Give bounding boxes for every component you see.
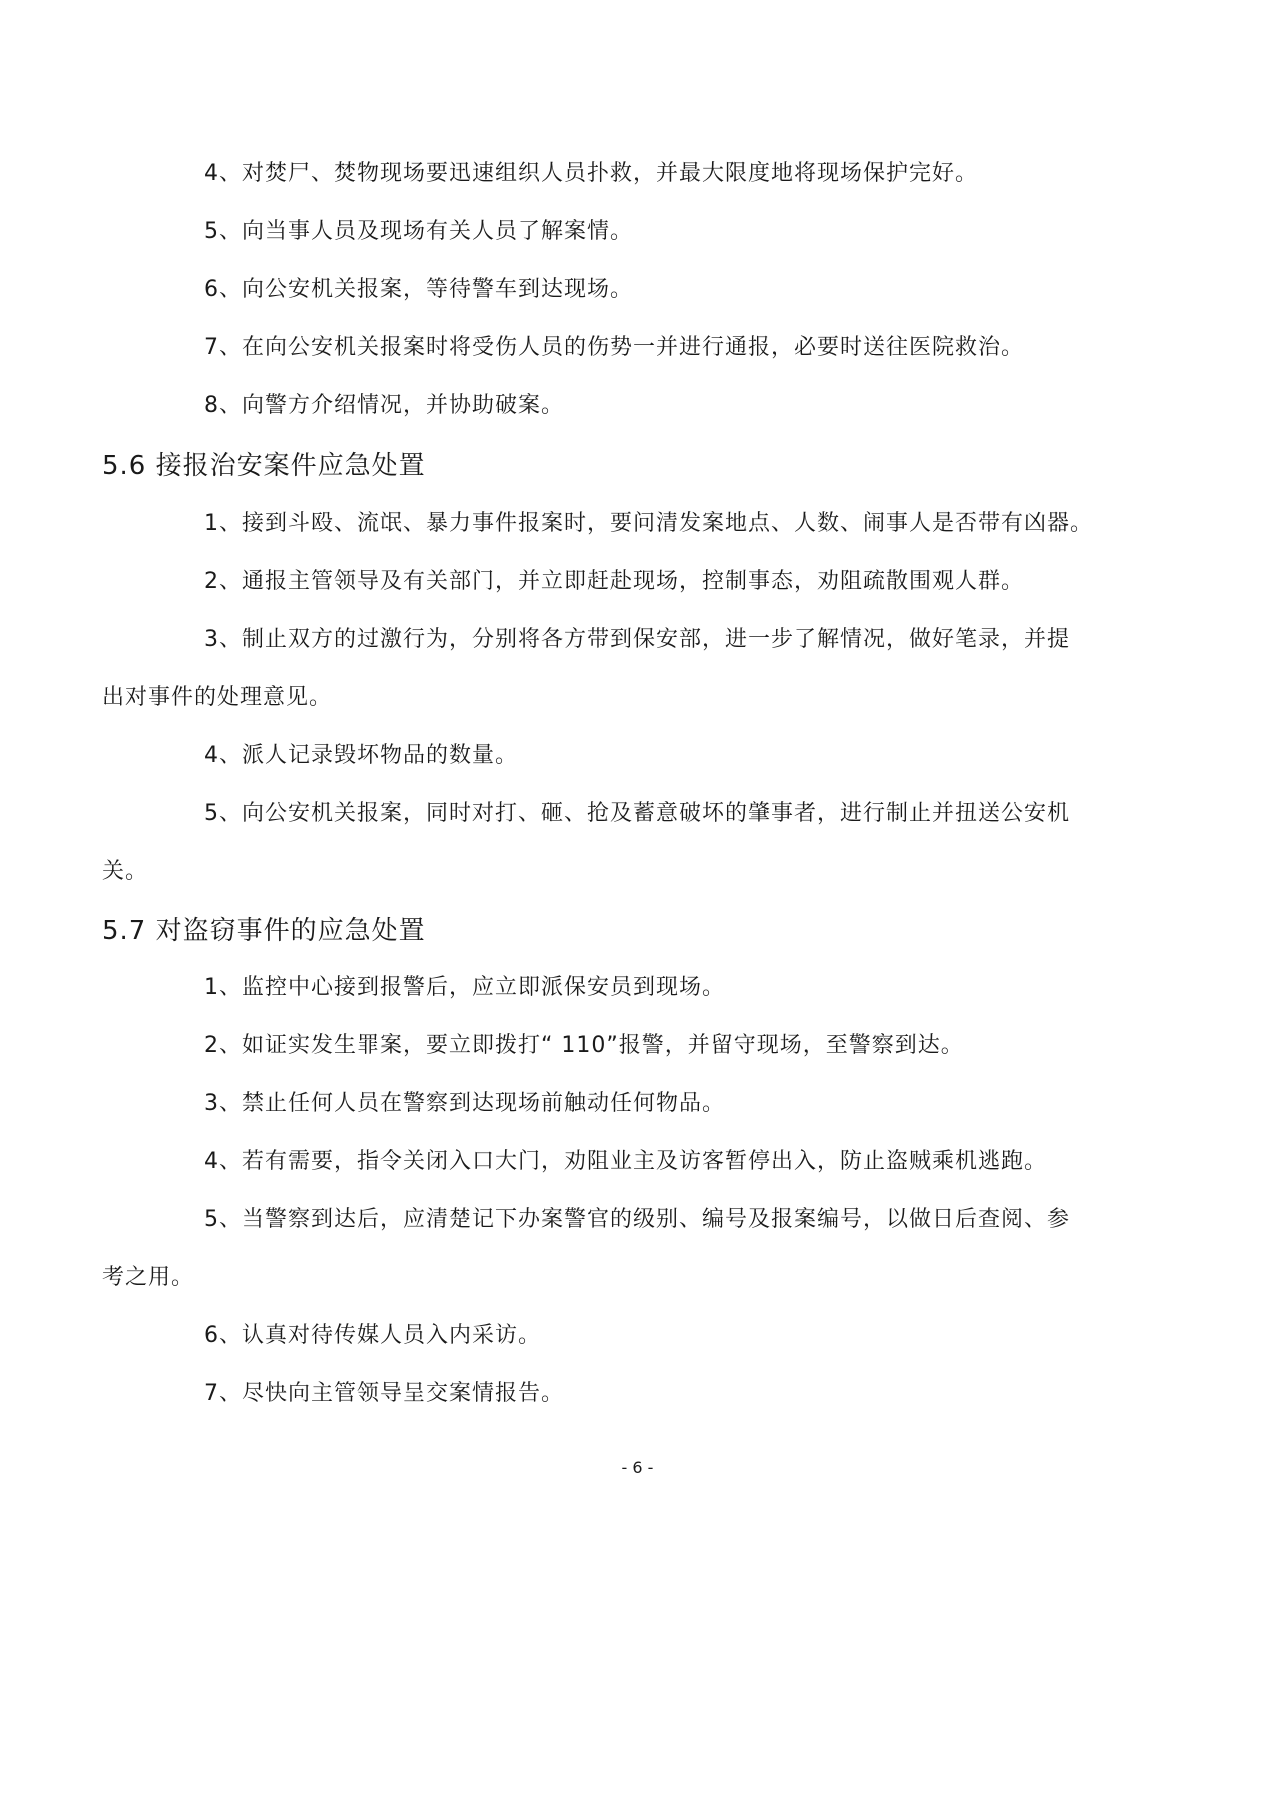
list-item-continuation: 出对事件的处理意见。: [102, 685, 333, 710]
list-item: 7、在向公安机关报案时将受伤人员的伤势一并进行通报，必要时送往医院救治。: [204, 335, 1024, 360]
section-heading: 5.7 对盗窃事件的应急处置: [102, 916, 426, 946]
list-item: 2、如证实发生罪案，要立即拨打“ 110”报警，并留守现场，至警察到达。: [204, 1033, 964, 1058]
list-item: 1、接到斗殴、流氓、暴力事件报案时，要问清发案地点、人数、闹事人是否带有凶器。: [204, 511, 1093, 536]
list-item: 3、禁止任何人员在警察到达现场前触动任何物品。: [204, 1091, 725, 1116]
list-item: 5、向公安机关报案，同时对打、砸、抢及蓄意破坏的肇事者，进行制止并扭送公安机: [204, 801, 1070, 826]
list-item: 4、若有需要，指令关闭入口大门，劝阻业主及访客暂停出入，防止盗贼乘机逃跑。: [204, 1149, 1047, 1174]
list-item: 4、对焚尸、焚物现场要迅速组织人员扑救，并最大限度地将现场保护完好。: [204, 161, 978, 186]
list-item: 5、当警察到达后，应清楚记下办案警官的级别、编号及报案编号，以做日后查阅、参: [204, 1207, 1070, 1232]
list-item: 5、向当事人员及现场有关人员了解案情。: [204, 219, 633, 244]
list-item: 3、制止双方的过激行为，分别将各方带到保安部，进一步了解情况，做好笔录，并提: [204, 627, 1070, 652]
list-item: 7、尽快向主管领导呈交案情报告。: [204, 1381, 564, 1406]
list-item-continuation: 考之用。: [102, 1265, 195, 1290]
list-item: 2、通报主管领导及有关部门，并立即赶赴现场，控制事态，劝阻疏散围观人群。: [204, 569, 1024, 594]
list-item: 1、监控中心接到报警后，应立即派保安员到现场。: [204, 975, 725, 1000]
list-item: 6、认真对待传媒人员入内采访。: [204, 1323, 541, 1348]
list-item: 6、向公安机关报案，等待警车到达现场。: [204, 277, 633, 302]
list-item: 8、向警方介绍情况，并协助破案。: [204, 393, 564, 418]
list-item: 4、派人记录毁坏物品的数量。: [204, 743, 518, 768]
section-heading: 5.6 接报治安案件应急处置: [102, 451, 426, 481]
page-number: - 6 -: [621, 1458, 654, 1477]
list-item-continuation: 关。: [102, 859, 149, 884]
